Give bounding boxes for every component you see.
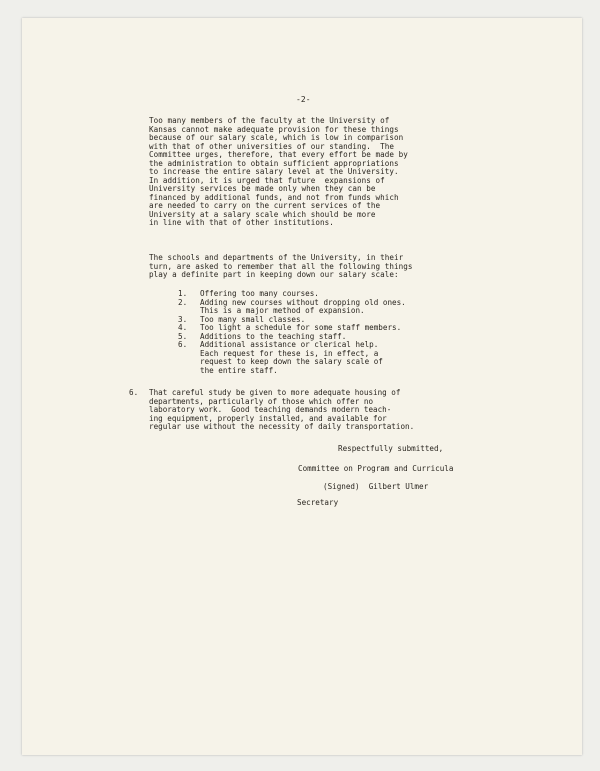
list-item-number: 4.	[178, 323, 188, 332]
schools-paragraph: The schools and departments of the University, in their turn, are asked to remember that all the following things play a definite part in keeping down our salary scale:	[149, 253, 413, 279]
list-item-text: Too many small classes.	[200, 314, 306, 324]
list-item-number: 5.	[178, 331, 188, 341]
list-item	[178, 341, 406, 375]
list-item-text: Additional assistance or clerical help. Each request for these is, in effect, a request to keep down the salary scale of the entire staff.	[200, 340, 383, 375]
list-item-text: Adding new courses without dropping old ones. This is a major method of expansion.	[200, 297, 406, 315]
list-item-number: 6.	[178, 340, 188, 349]
list-item-number: 3.	[178, 314, 188, 324]
housing-recommendation	[129, 389, 414, 432]
closing-title: Secretary	[297, 498, 339, 507]
list-item-text: Offering too many courses.	[200, 289, 319, 298]
recommendation-text: That careful study be given to more adequate housing of departments, particularly of those which offer no laboratory work. Good teaching demands modern teach- ing equipment, properly installed, and available for regular use without the necessity of daily transportation.	[149, 388, 415, 431]
list-item-text: Additions to the teaching staff.	[200, 331, 347, 341]
closing-committee: Committee on Program and Curricula	[298, 464, 454, 473]
list-item	[178, 299, 406, 316]
salary-paragraph: Too many members of the faculty at the University of Kansas cannot make adequate provision for these things because of our salary scale, which is low in comparison with that of other universities of our standing. The Committee urges, therefore, that every effort be made by the administration to obtain sufficient appropriations to increase the entire salary level at the University. In addition, it is urged that future expansions of University services be made only when they can be financed by additional funds, and not from funds which are needed to carry on the current services of the University at a salary scale which should be more in line with that of other institutions.	[149, 116, 408, 227]
closing-signature: (Signed) Gilbert Ulmer	[323, 482, 429, 491]
list-item-number: 2.	[178, 297, 188, 307]
salary-factor-list	[178, 290, 406, 375]
page-number: -2-	[296, 95, 311, 104]
list-item-text: Too light a schedule for some staff members.	[200, 323, 402, 332]
list-item-number: 1.	[178, 289, 188, 298]
closing-respectfully: Respectfully submitted,	[338, 444, 444, 453]
recommendation-number: 6.	[129, 388, 139, 397]
